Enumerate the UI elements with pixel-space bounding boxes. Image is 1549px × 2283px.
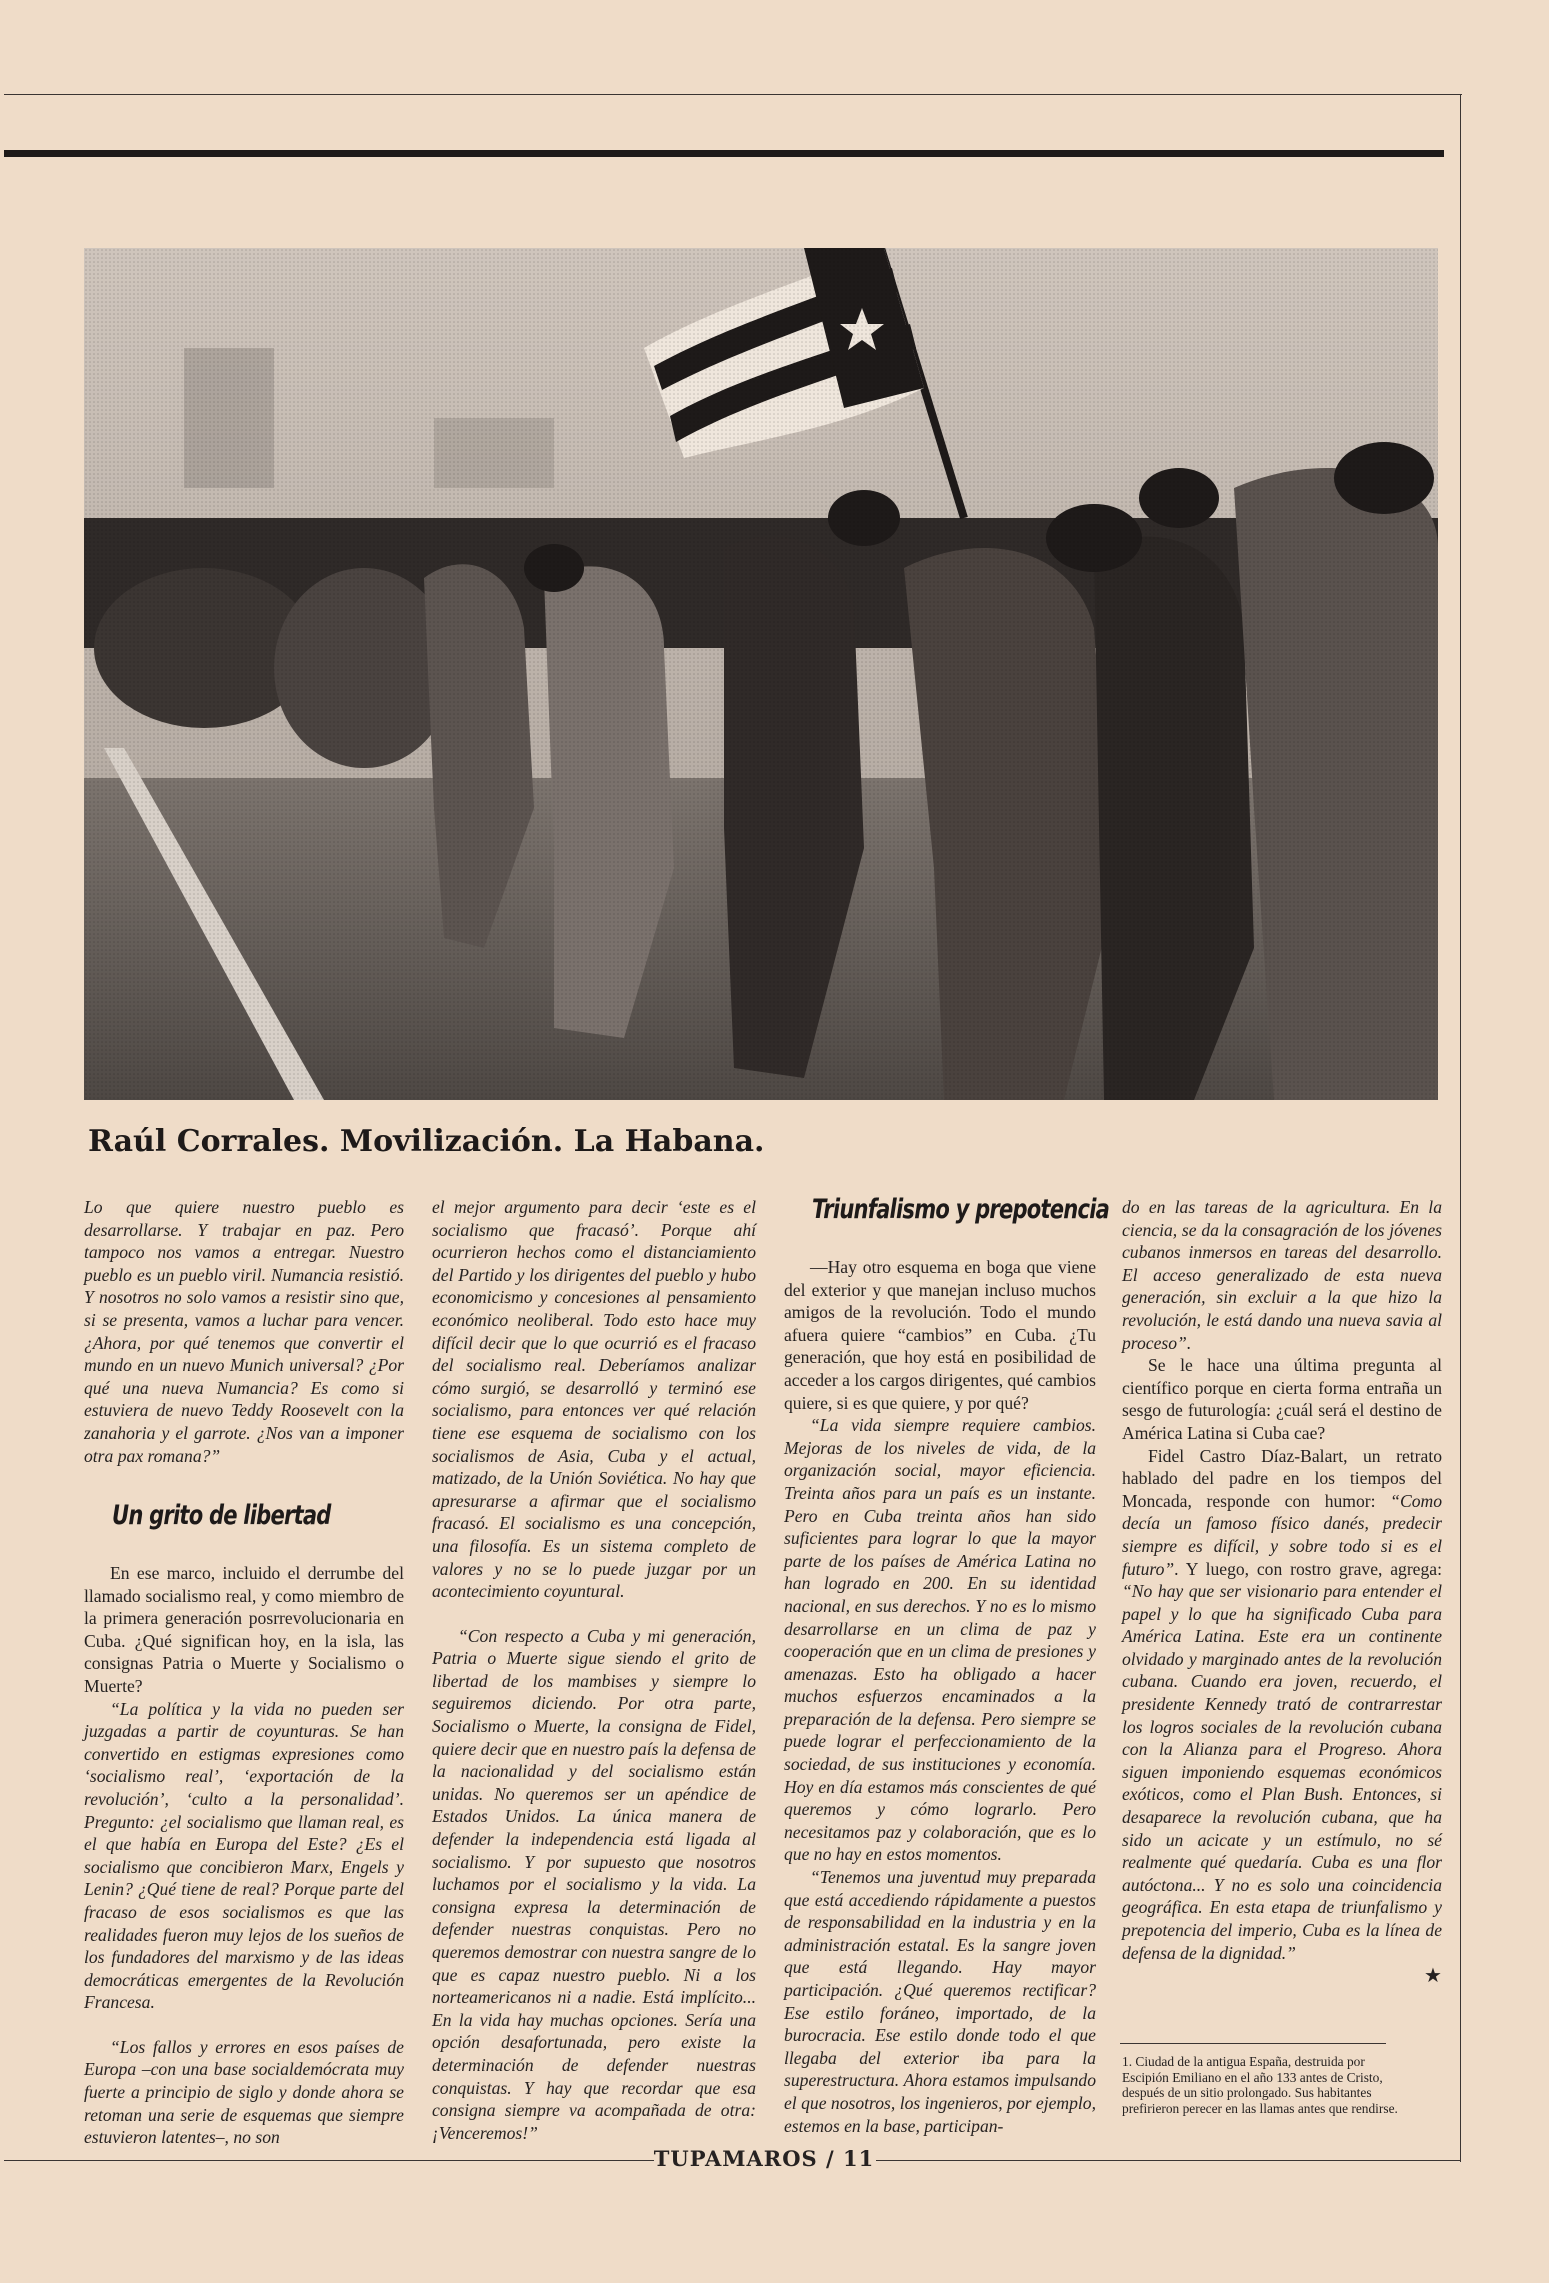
- col2-paragraph-2: “Con respecto a Cuba y mi generación, Patria o Muerte sigue siendo el grito de libertad de los mambises y siempre lo seguiremos diciendo. Por otra parte, Socialismo o Muerte, la consigna de Fidel, quiere decir que en nuestro país la defensa de la nacionalidad y del socialismo están unidas. No queremos ser un apéndice de Estados Unidos. La única manera de defender la independencia está ligada al socialismo. Y por supuesto que nosotros luchamos por el socialismo y la vida. La consigna expresa la determinación de defender nuestras conquistas. Pero no queremos demostrar con nuestra sangre de lo que es capaz nuestro pueblo. Ni a los norteamericanos ni a nadie. Está implícito... En la vida hay muchas opciones. Sería una opción desafortunada, pero existe la determinación de defender nuestras conquistas. Y hay que recordar que esa consigna siempre va acompañada de otra: ¡Venceremos!”: [432, 1625, 756, 2143]
- column-4: [1122, 1196, 1442, 1964]
- end-mark-star: ★: [1424, 1965, 1442, 1987]
- col1-paragraph-4: “Los fallos y errores en esos países de Europa –con una base socialdemócrata muy fuerte a principio de siglo y donde ahora se retoman una serie de esquemas que siempre estuvieron latentes–, no son: [84, 2036, 404, 2148]
- col4-paragraph-2: Se le hace una última pregunta al científico porque en cierta forma entraña un sesgo de futurología: ¿cuál será el destino de América Latina si Cuba cae?: [1122, 1355, 1442, 1443]
- page-frame-top: [4, 94, 1462, 95]
- footer-rule-left: [4, 2160, 654, 2161]
- column-1-lower: [84, 1562, 404, 2149]
- column-1: [84, 1196, 404, 1467]
- col4-paragraph-1: do en las tareas de la agricultura. En la ciencia, se da la consagración de los jóvenes cubanos inmersos en tareas del desarrollo. El acceso generalizado de esta nueva generación, sin excluir a la que hizo la revolución, le está dando una nueva savia al proceso”.: [1122, 1197, 1442, 1353]
- page-folio: TUPAMAROS / 11: [653, 2146, 875, 2171]
- col4-p3-quote-2: “No hay que ser visionario para entender el papel y lo que ha significado Cuba para América Latina. Este era un continente olvidado y marginado antes de la revolución cubana. Cuando era joven, recuerdo, el presidente Kennedy trató de contrarrestar los logros sociales de la revolución cubana con la Alianza para el Progreso. Ahora siguen imponiendo esquemas económicos exóticos, como el Plan Bush. Entonces, si desaparece la revolución cubana, que ha sido un acicate y un estímulo, no sé realmente qué quedaría. Cuba es una flor autóctona... Y no es solo una coincidencia geográfica. En esta etapa de triunfalismo y prepotencia del imperio, Cuba es la línea de defensa de la dignidad.”: [1122, 1581, 1442, 1963]
- col1-paragraph-1: Lo que quiere nuestro pueblo es desarrollarse. Y trabajar en paz. Pero tampoco nos vamos a entregar. Nuestro pueblo es un pueblo viril. Numancia resistió. Y nosotros no solo vamos a resistir sino que, si se presenta, vamos a luchar para vencer. ¿Ahora, por qué tenemos que convertir el mundo en un nuevo Munich universal? ¿Por qué una nueva Numancia? Es como si estuviera de nuevo Teddy Roosevelt con la zanahoria y el garrote. ¿Nos van a imponer otra pax romana?”: [84, 1197, 404, 1466]
- col3-paragraph-3: “Tenemos una juventud muy preparada que está accediendo rápidamente a puestos de responsabilidad en la industria y en la administración estatal. Es la sangre joven que está llegando. Hay mayor participación. ¿Qué queremos rectificar? Ese estilo foráneo, importado, de la burocracia. Ese estilo donde todo el que llegaba del exterior iba para la superestructura. Ahora estamos impulsando el que nosotros, los ingenieros, por ejemplo, estemos en la base, participan-: [784, 1867, 1096, 2136]
- col1-paragraph-3: “La política y la vida no pueden ser juzgadas a partir de coyunturas. Se han convertido en estigmas expresiones como ‘socialismo real’, ‘exportación de la revolución’, ‘culto a la personalidad’. Pregunto: ¿el socialismo que llaman real, es el que había en Europa del Este? ¿Es el socialismo que concibieron Marx, Engels y Lenin? ¿Qué tiene de real? Porque parte del fracaso de esos socialismos es que las realidades fueron muy lejos de los sueños de los fundadores del marxismo y de las ideas democráticas emergentes de la Revolución Francesa.: [84, 1698, 404, 2013]
- col3-paragraph-2: “La vida siempre requiere cambios. Mejoras de los niveles de vida, de la organización social, mayor eficiencia. Treinta años para un país es un instante. Pero en Cuba treinta años han sido suficientes para lograr lo que la mayor parte de los países de América Latina no han logrado en 200. En su identidad nacional, en sus derechos. Y no es lo mismo desarrollarse en un clima de paz y cooperación que en un clima de presiones y amenazas. Esto ha obligado a hacer muchos esfuerzos encaminados a la preparación de la defensa. Pero siempre se puede lograr el perfeccionamiento de la sociedad, de sus instituciones y economía. Hoy en día estamos más conscientes de qué queremos y cómo lograrlo. Pero necesitamos paz y colaboración, que es lo que no hay en estos momentos.: [784, 1415, 1096, 1865]
- col4-p3-quote-1: “Como decía un famoso físico danés, predecir siempre es difícil, y sobre todo si es el futuro”: [1122, 1490, 1442, 1579]
- footnote: 1. Ciudad de la antigua España, destruida por Escipión Emiliano en el año 133 antes de Cristo, después de un sitio prolongado. Sus habitantes prefirieron perecer en las llamas antes que rendirse.: [1122, 2054, 1398, 2116]
- col3-paragraph-1: —Hay otro esquema en boga que viene del exterior y que manejan incluso muchos amigos de la revolución. Todo el mundo afuera quiere “cambios” en Cuba. ¿Tu generación, que hoy está en posibilidad de acceder a los cargos dirigentes, qué cambios quiere, si es que quiere, y por qué?: [784, 1257, 1096, 1413]
- col4-p3-intro: Fidel Castro Díaz-Balart, un retrato hablado del padre en los tiempos del Moncada, responde con humor:: [1122, 1445, 1442, 1511]
- march-photo: [84, 248, 1438, 1100]
- footnote-rule: [1120, 2043, 1386, 2044]
- march-photo-illustration: [84, 248, 1438, 1100]
- heading-grito-de-libertad: Un grito de libertad: [112, 1500, 331, 1531]
- footer-rule-right: [876, 2160, 1460, 2161]
- column-3: [784, 1256, 1096, 2137]
- col1-paragraph-2: En ese marco, incluido el derrumbe del llamado socialismo real, y como miembro de la primera generación posrrevolucionaria en Cuba. ¿Qué significan hoy, en la isla, las consignas Patria o Muerte y Socialismo o Muerte?: [84, 1563, 404, 1696]
- col4-paragraph-3: [1122, 1445, 1442, 1965]
- photo-caption: Raúl Corrales. Movilización. La Habana.: [88, 1124, 765, 1159]
- col4-p3-middle: . Y luego, con rostro grave, agrega:: [1174, 1558, 1442, 1579]
- header-rule: [4, 150, 1444, 157]
- heading-triunfalismo: Triunfalismo y prepotencia: [812, 1194, 1110, 1225]
- column-2: [432, 1196, 756, 2144]
- col2-paragraph-1: el mejor argumento para decir ‘este es el socialismo que fracasó’. Porque ahí ocurrieron hechos como el distanciamiento del Partido y los dirigentes del pueblo y hubo economicismo y concesiones al pensamiento económico neoliberal. Todo esto hace muy difícil decir que lo que ocurrió es el fracaso del socialismo real. Deberíamos analizar cómo surgió, se desarrolló y terminó ese socialismo, para entonces ver qué relación tiene ese esquema de socialismo con los socialismos de Asia, Cuba y el actual, matizado, de la Unión Soviética. No hay que apresurarse a afirmar que el socialismo fracasó. El socialismo es una concepción, una filosofía. Es un sistema completo de valores y no se lo puede juzgar por un acontecimiento coyuntural.: [432, 1197, 756, 1602]
- page-frame-right: [1460, 94, 1461, 2162]
